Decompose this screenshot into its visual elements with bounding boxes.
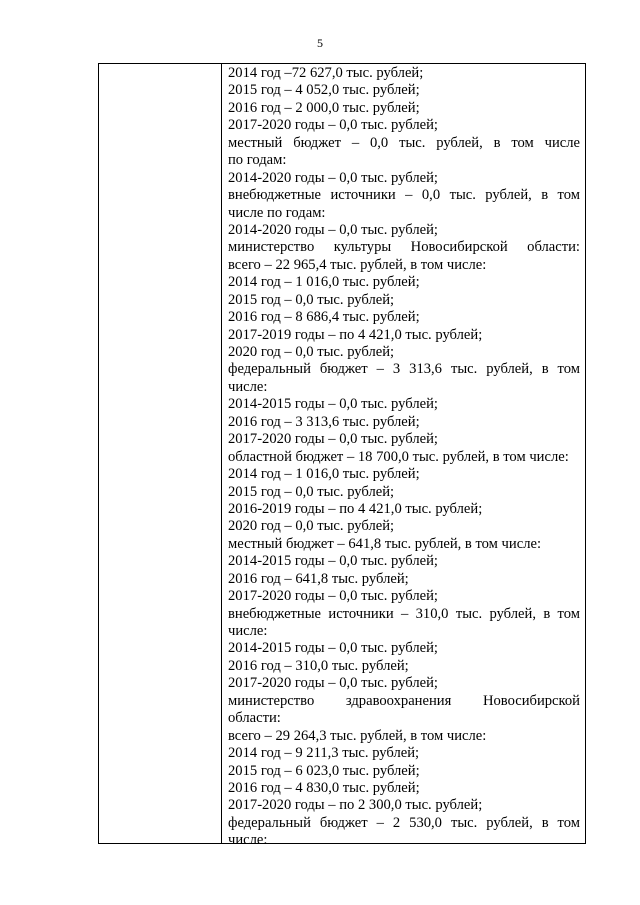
text-line: 2017-2020 годы – 0,0 тыс. рублей; [228, 431, 438, 448]
text-line: местный бюджет – 641,8 тыс. рублей, в том числе: [228, 535, 542, 552]
text-line: числе: [228, 832, 268, 849]
text-line: области: [228, 710, 281, 727]
funding-text-cell [228, 65, 580, 850]
text-line: федеральный бюджет – 3 313,6 тыс. рублей, в том [228, 361, 580, 378]
text-line: 2014 год – 9 211,3 тыс. рублей; [228, 745, 420, 762]
text-line: 2014 год – 1 016,0 тыс. рублей; [228, 466, 420, 483]
text-line: 2014-2015 годы – 0,0 тыс. рублей; [228, 640, 438, 657]
text-line: 2020 год – 0,0 тыс. рублей; [228, 344, 395, 360]
text-line: министерство культуры Новосибирской области: [228, 239, 580, 256]
text-line: 2016 год – 3 313,6 тыс. рублей; [228, 413, 420, 430]
text-line: 2014-2020 годы – 0,0 тыс. рублей; [228, 221, 438, 238]
text-line: по годам: [228, 152, 287, 169]
text-line: местный бюджет – 0,0 тыс. рублей, в том числе [228, 134, 580, 151]
text-line: федеральный бюджет – 2 530,0 тыс. рублей, в том [228, 814, 580, 831]
text-line: 2014-2015 годы – 0,0 тыс. рублей; [228, 396, 438, 413]
text-line: 2016 год – 641,8 тыс. рублей; [228, 570, 409, 587]
text-line: 2014-2015 годы – 0,0 тыс. рублей; [228, 553, 438, 570]
column-divider [221, 64, 222, 843]
text-line: 2014 год –72 627,0 тыс. рублей; [228, 65, 424, 81]
text-line: 2016 год – 2 000,0 тыс. рублей; [228, 99, 420, 116]
text-line: 2014 год – 1 016,0 тыс. рублей; [228, 274, 420, 291]
text-line: внебюджетные источники – 310,0 тыс. рублей, в том [228, 605, 580, 622]
text-line: 2017-2019 годы – по 4 421,0 тыс. рублей; [228, 326, 483, 343]
page-number: 5 [317, 36, 323, 50]
text-line: числе: [228, 623, 268, 639]
text-line: внебюджетные источники – 0,0 тыс. рублей, в том [228, 187, 580, 204]
text-line: 2015 год – 0,0 тыс. рублей; [228, 483, 395, 500]
text-line: 2017-2020 годы – 0,0 тыс. рублей; [228, 588, 438, 605]
text-line: всего – 22 965,4 тыс. рублей, в том числе: [228, 256, 487, 273]
text-line: 2017-2020 годы – 0,0 тыс. рублей; [228, 675, 438, 692]
text-line: 2016-2019 годы – по 4 421,0 тыс. рублей; [228, 500, 483, 517]
text-line: всего – 29 264,3 тыс. рублей, в том числе: [228, 727, 487, 744]
text-line: 2015 год – 4 052,0 тыс. рублей; [228, 82, 420, 99]
text-line: министерство здравоохранения Новосибирской [228, 692, 580, 709]
text-line: 2017-2020 годы – 0,0 тыс. рублей; [228, 117, 438, 134]
text-line: 2016 год – 310,0 тыс. рублей; [228, 657, 409, 674]
text-line: 2015 год – 0,0 тыс. рублей; [228, 291, 395, 308]
text-line: 2016 год – 8 686,4 тыс. рублей; [228, 309, 420, 326]
text-line: 2017-2020 годы – по 2 300,0 тыс. рублей; [228, 797, 483, 814]
text-line: 2020 год – 0,0 тыс. рублей; [228, 518, 395, 535]
funding-table [98, 63, 586, 849]
text-line: 2014-2020 годы – 0,0 тыс. рублей; [228, 169, 438, 186]
text-line: областной бюджет – 18 700,0 тыс. рублей, в том числе: [228, 448, 569, 465]
text-line: 2016 год – 4 830,0 тыс. рублей; [228, 779, 420, 796]
text-line: числе по годам: [228, 204, 326, 221]
text-line: числе: [228, 378, 268, 395]
text-line: 2015 год – 6 023,0 тыс. рублей; [228, 762, 420, 779]
